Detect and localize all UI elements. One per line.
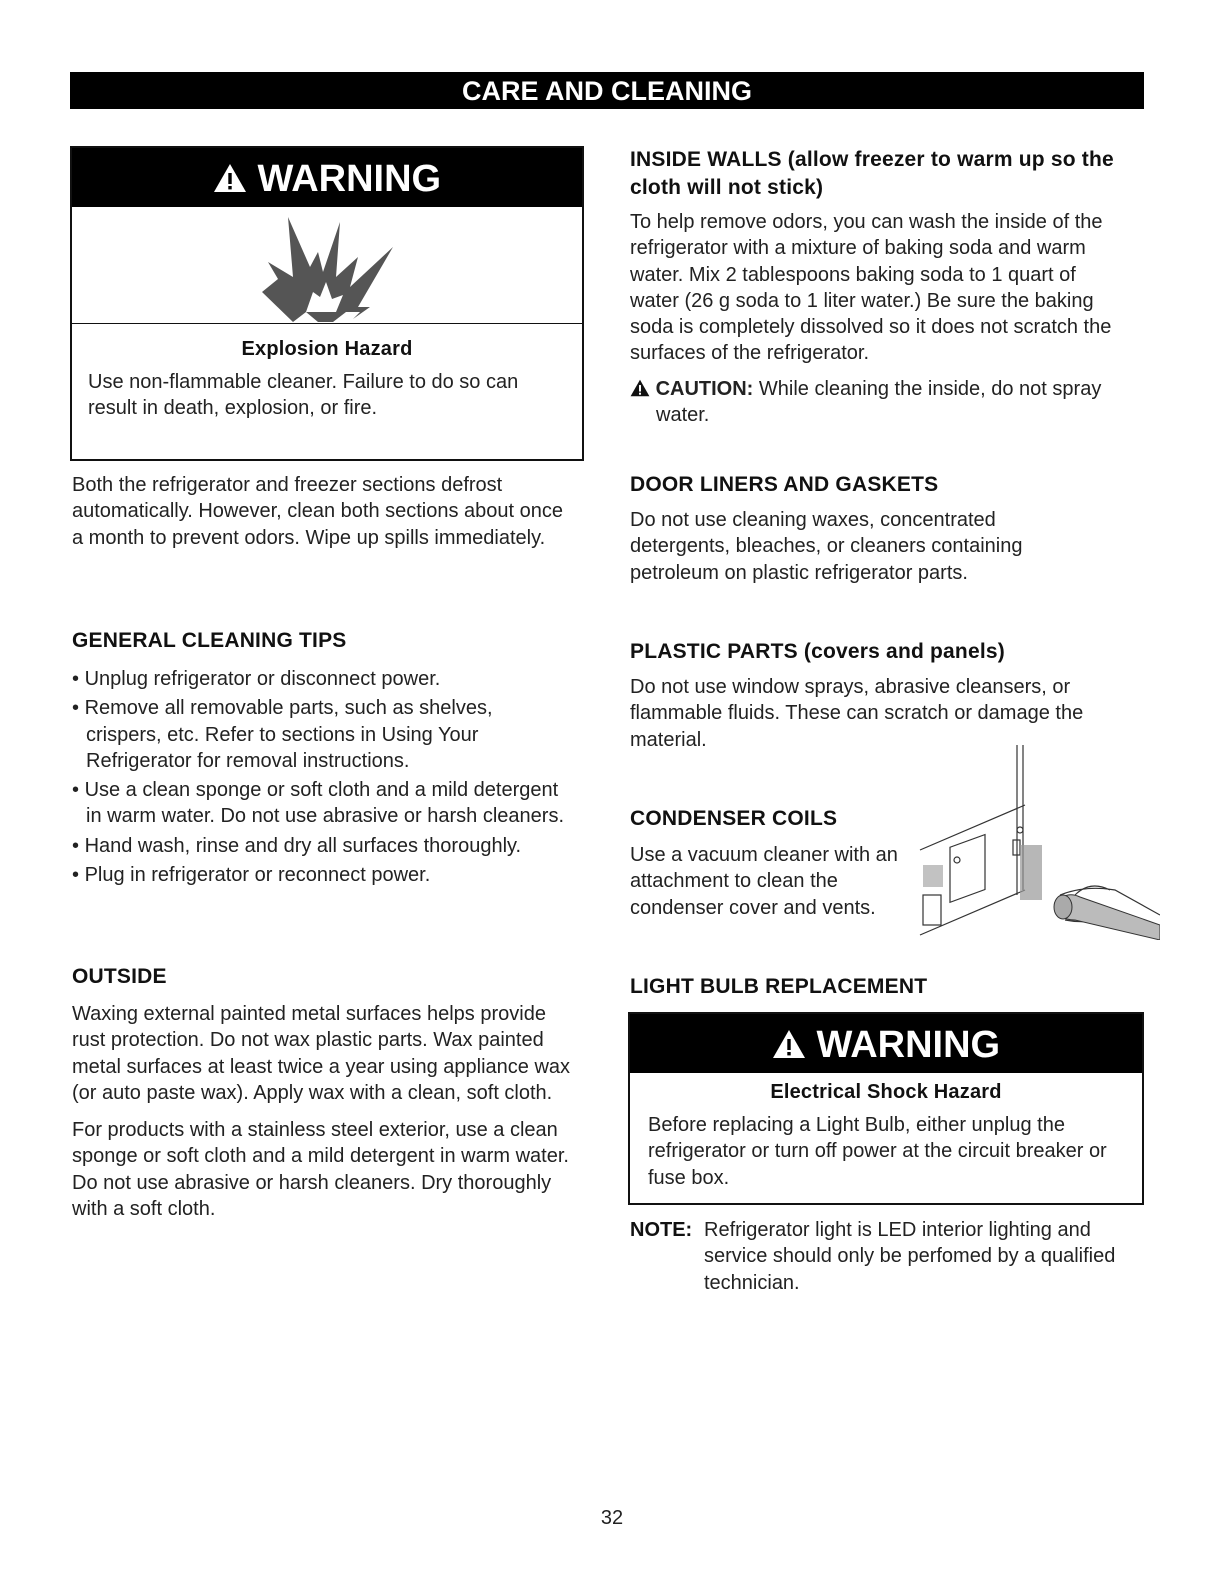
note: [630, 1217, 1135, 1296]
list-item: • Remove all removable parts, such as shelves, crispers, etc. Refer to sections in Using Your Refrigerator for removal instructions.: [72, 695, 572, 774]
page-number: 32: [600, 1507, 624, 1529]
list-item: • Hand wash, rinse and dry all surfaces thoroughly.: [72, 833, 572, 859]
door-liners-text: Do not use cleaning waxes, concentrated detergents, bleaches, or cleaners containing petroleum on plastic refrigerator parts.: [630, 509, 1023, 584]
plastic-parts-heading: PLASTIC PARTS (covers and panels): [630, 640, 1005, 663]
inside-walls-text: To help remove odors, you can wash the inside of the refrigerator with a mixture of baking soda and warm water. Mix 2 tablespoons baking soda to 1 quart of water (26 g soda to 1 liter water.) Be sure the baking soda is completely dissolved so it does not scratch the surfaces of the refrigerator.: [630, 211, 1112, 365]
warning-header: [630, 1014, 1142, 1073]
section-header: CARE AND CLEANING: [70, 72, 1144, 109]
caution-note: [630, 376, 1145, 429]
list-item: • Unplug refrigerator or disconnect power.: [72, 666, 572, 692]
hazard-text: Use non-flammable cleaner. Failure to do so can result in death, explosion, or fire.: [88, 371, 519, 420]
outside-text: [72, 1001, 577, 1233]
intro-text: Both the refrigerator and freezer sections defrost automatically. However, clean both sections about once a month to prevent odors. Wipe up spills immediately.: [72, 474, 564, 549]
condenser-vacuum-illustration: [915, 745, 1160, 940]
electrical-warning-box: [628, 1012, 1144, 1205]
hazard-title: Explosion Hazard: [241, 338, 413, 360]
hazard-image-area: [72, 207, 582, 324]
condenser-text: Use a vacuum cleaner with an attachment to clean the condenser cover and vents.: [630, 844, 898, 919]
hazard-text: Before replacing a Light Bulb, either unplug the refrigerator or turn off power at the circuit breaker or fuse box.: [648, 1114, 1107, 1189]
warning-triangle-icon: [213, 163, 247, 193]
warning-label: WARNING: [257, 158, 442, 200]
general-heading: GENERAL CLEANING TIPS: [72, 629, 347, 652]
light-bulb-heading: LIGHT BULB REPLACEMENT: [630, 975, 928, 998]
paragraph: Waxing external painted metal surfaces helps provide rust protection. Do not wax plastic parts. Wax painted metal surfaces at least twice a year using appliance wax (or auto paste wax). Apply wax with a clean, soft cloth.: [72, 1003, 571, 1104]
caution-text: While cleaning the inside, do not spray water.: [656, 378, 1102, 427]
list-item: • Use a clean sponge or soft cloth and a mild detergent in warm water. Do not use abrasive or harsh cleaners.: [72, 777, 572, 830]
inside-walls-heading: INSIDE WALLS (allow freezer to warm up so the cloth will not stick): [630, 148, 1114, 199]
door-liners-heading: DOOR LINERS AND GASKETS: [630, 473, 939, 496]
caution-label: CAUTION:: [655, 378, 754, 400]
warning-triangle-icon: [630, 379, 650, 397]
hazard-title: Electrical Shock Hazard: [770, 1081, 1002, 1103]
explosion-warning-box: [70, 146, 584, 461]
note-text: Refrigerator light is LED interior lighting and service should only be perfomed by a qualified technician.: [704, 1219, 1116, 1294]
condenser-heading: CONDENSER COILS: [630, 807, 838, 830]
list-item: • Plug in refrigerator or reconnect power.: [72, 862, 572, 888]
explosion-icon: [258, 217, 398, 322]
paragraph: For products with a stainless steel exterior, use a clean sponge or soft cloth and a mild detergent in warm water. Do not use abrasive or harsh cleaners. Dry thoroughly with a soft cloth.: [72, 1119, 569, 1221]
plastic-parts-text: Do not use window sprays, abrasive cleansers, or flammable fluids. These can scratch or damage the material.: [630, 676, 1084, 751]
outside-heading: OUTSIDE: [72, 965, 167, 988]
warning-label: WARNING: [816, 1024, 1001, 1066]
general-tips-list: [72, 666, 572, 888]
note-label: NOTE:: [630, 1219, 693, 1241]
warning-header: [72, 148, 582, 207]
warning-triangle-icon: [772, 1029, 806, 1059]
